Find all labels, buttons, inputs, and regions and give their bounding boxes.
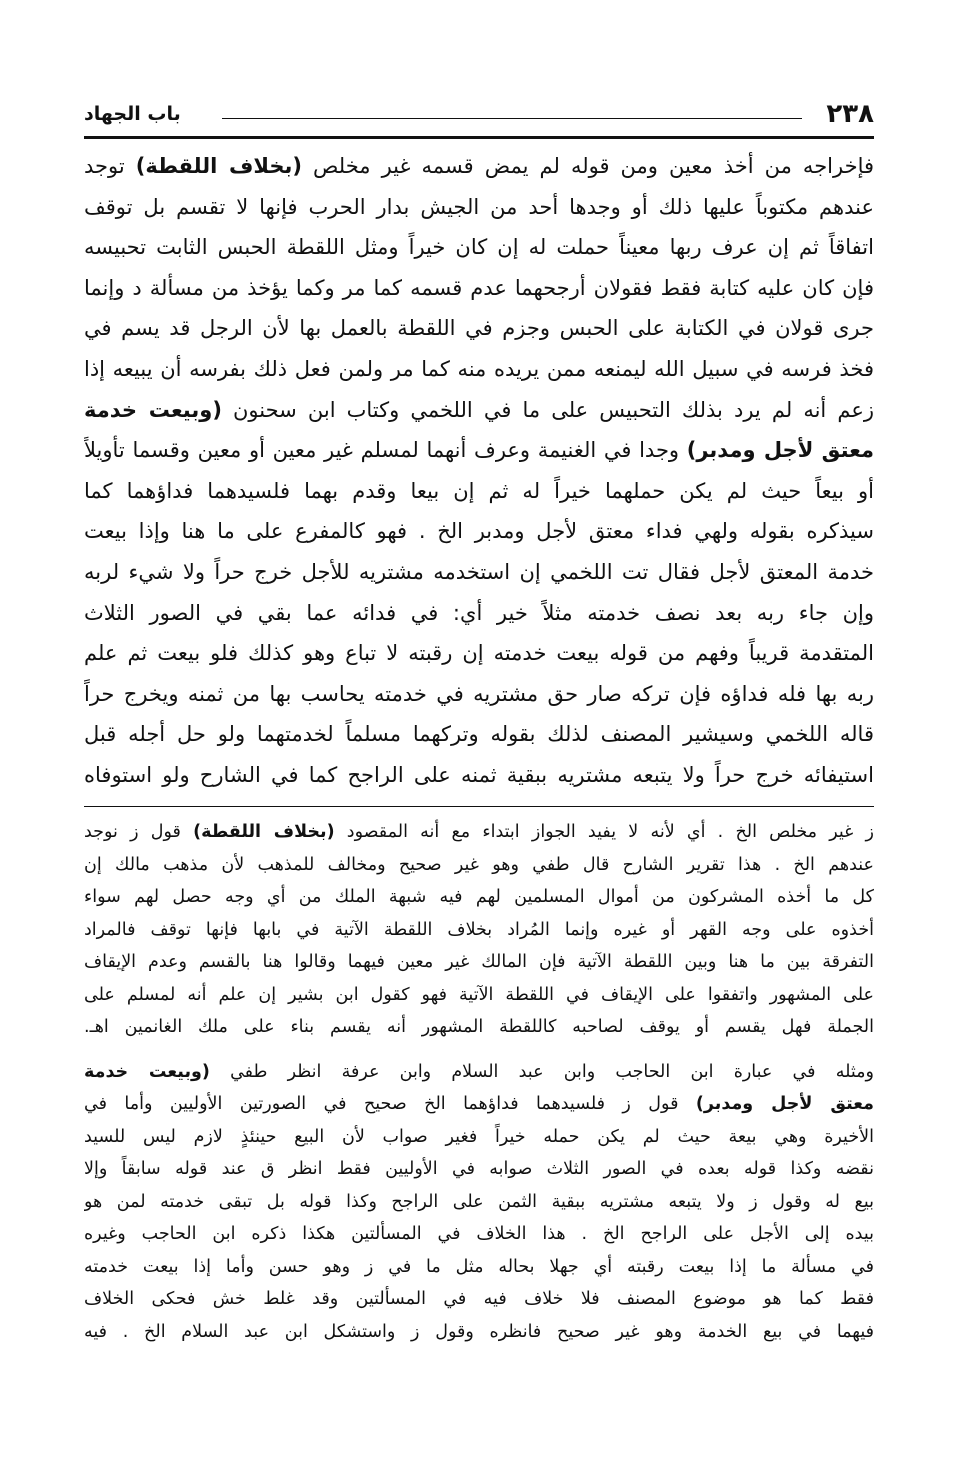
emphasized-phrase: معتق لأجل ومدبر) (686, 438, 874, 463)
footnote-paragraph-1 (84, 816, 874, 1044)
emphasized-phrase: (بخلاف اللقطة) (193, 822, 335, 842)
header-divider-line (222, 118, 802, 119)
emphasized-phrase: (وبيعت خدمة (84, 1061, 210, 1082)
text-line: عندهم مكتوباً عليها ذلك أو وجدها أحد من الجيش بدار الحرب فإنها لا تقسم بل توقف (84, 194, 874, 219)
text-line: زعم أنه لم يرد بذلك التحبيس على ما في اللخمي وكتاب ابن سحنون (وبيعت خدمة (84, 397, 874, 422)
chapter-title: باب الجهاد (84, 103, 181, 125)
page-header (84, 98, 874, 138)
text-line: فإخراجه من أخذ معين ومن قوله لم يمض قسمه غير مخلص (بخلاف اللقطة) توجد (84, 154, 874, 178)
text-line: معتق لأجل ومدبر) قول ز فلسيدهما فداؤهما الخ صحيح في الصورتين الأوليين وأما في (84, 1094, 874, 1114)
text-line: استيفائه خرج حراً ولا يتبعه مشتريه ببقية ثمنه على الراجح كما في الشارح ولو استوفاه (84, 762, 874, 787)
page-number: ٢٣٨ (826, 99, 874, 129)
text-line: الأخيرة وهي بيعة حيث لم يكن حمله خيراً فغير صواب لأن البيع حينئذٍ لازم ليس للسيد (84, 1126, 874, 1147)
text-line: فقط كما هو موضوع المصنف فلا خلاف فيه في المسألتين وقد غلط خش فحكى الخلاف (84, 1289, 874, 1309)
text-line: سيذكره بقوله ولهي فداء معتق لأجل ومدبر الخ . فهو كالمفرع على ما هنا وإذا بيعت (84, 519, 874, 544)
text-line: في مسألة ما إذا بيعت رقبته أي جهلا بحاله مثل ما في ز وهو حسن وأما إذا بيعت خدمته (84, 1256, 874, 1277)
emphasized-phrase: (وبيعت خدمة (84, 397, 222, 422)
text-line: ومثله في عبارة ابن الحاجب وابن عبد السلام وابن عرفة انظر طفي (وبيعت خدمة (84, 1061, 874, 1082)
text-line: خدمة المعتق لأجل فقال تت اللخمي إن استخدمه مشتريه للأجل خرج حراً ولا شيء لربه (84, 559, 874, 584)
text-line: المتقدمة قريباً وفهم من قوله بيعت خدمته إن رقبته لا تباع وهو كذلك فلو بيعت ثم علم (84, 641, 874, 666)
text-line: فإن كان عليه كتابة فقط فقولان أرجحهما عدم قسمه كما مر وكما يؤخذ من مسألة د وإنما (84, 275, 874, 300)
text-line: قاله اللخمي وسيشير المصنف لذلك بقوله وتركهما مسلماً لخدمتهما ولو حل أجله قبل (84, 722, 874, 747)
text-line: أخذوه على وجه القهر أو غيره وإنما المُراد بخلاف اللقطة الآتية في بابها فإنها توقف فالمراد (84, 919, 874, 940)
main-body-text (84, 146, 874, 796)
text-line: بيع له وقول ز ولا يتبعه مشتريه ببقية الثمن على الراجح وكذا قوله بل تبقى خدمته لمن هو (84, 1191, 874, 1212)
header-rule (84, 136, 874, 139)
text-line: فخذ فرسه في سبيل الله ليمنعه ممن يريده منه كما مر ولمن فعل ذلك بفرسه أن يبيعه إذا (84, 356, 874, 381)
text-line: فيهما في بيع الخدمة وهو غير صحيح فانظره وقول ز واستشكل ابن عبد السلام الخ . فيه (84, 1321, 874, 1342)
footnotes (84, 816, 874, 1348)
emphasized-phrase: معتق لأجل ومدبر) (695, 1094, 874, 1114)
text-line: وإن جاء ربه بعد نصف خدمته مثلاً خير أي: في فدائه عما بقي في الصور الثلاث (84, 600, 874, 625)
text-line: ز غير مخلص الخ . أي لأنه لا يفيد الجواز ابتداء مع أنه المقصود (بخلاف اللقطة) قول ز نوجد (84, 822, 874, 842)
text-line: كل ما أخذه المشركون من أموال المسلمين لهم فيه شبهة الملك من أي وجه حصل لهم سواء (84, 887, 874, 907)
text-line: التفرقة بين ما هنا وبين اللقطة الآتية فإن المالك غير معين فيهما وقالوا هنا بالقسم وعدم الإيقاف (84, 952, 874, 972)
text-line: بيده إلى الأجل على الراجح الخ . هذا الخلاف في المسألتين هكذا ذكره ابن الحاجب وغيره (84, 1224, 874, 1244)
footnote-paragraph-2 (84, 1056, 874, 1349)
text-line: جرى قولان في الكتابة على الحبس وجزم في اللقطة بالعمل بها لأن الرجل قد يسم في (84, 316, 874, 341)
text-line: ربه بها فله فداؤه فإن تركه صار حق مشتريه في خدمته يحاسب بها من ثمنه ويخرج حراً (84, 681, 874, 706)
text-line: أو بيعاً حيث لم يكن حملهما خيراً له ثم إن بيعا وقدم بهما فلسيدهما فداؤهما كما (84, 478, 874, 503)
text-line: عندهم الخ . هذا تقرير الشارح قال طفي وهو غير صحيح ومخالف للمذهب لأن مذهب مالك إن (84, 854, 874, 875)
text-line: الجملة فهل يقسم أو يوقف لصاحبه كاللقطة المشهور أنه يقسم بناء على ملك الغانمين اهـ. (84, 1017, 874, 1037)
text-line: اتفاقاً ثم إن عرف ربها معيناً حملت له إن كان خيراً ومثل اللقطة الحبس الثابت تحبيسه (84, 235, 874, 260)
emphasized-phrase: (بخلاف اللقطة) (135, 154, 302, 178)
text-line: نقضه وكذا قوله بعده في الصور الثلاث صوابه في الأوليين فقط انظر ق عند قوله سابقاً وإلا (84, 1159, 874, 1179)
text-line: على المشهور واتفقوا على الإيقاف في اللقطة الآتية فهو كقول ابن بشير إن علم أنه لمسلم على (84, 984, 874, 1005)
text-line: معتق لأجل ومدبر) وجدا في الغنيمة وعرف أنهما لمسلم غير معين أو معين وقسما تأويلاً (84, 438, 874, 463)
footnote-separator (84, 806, 874, 807)
